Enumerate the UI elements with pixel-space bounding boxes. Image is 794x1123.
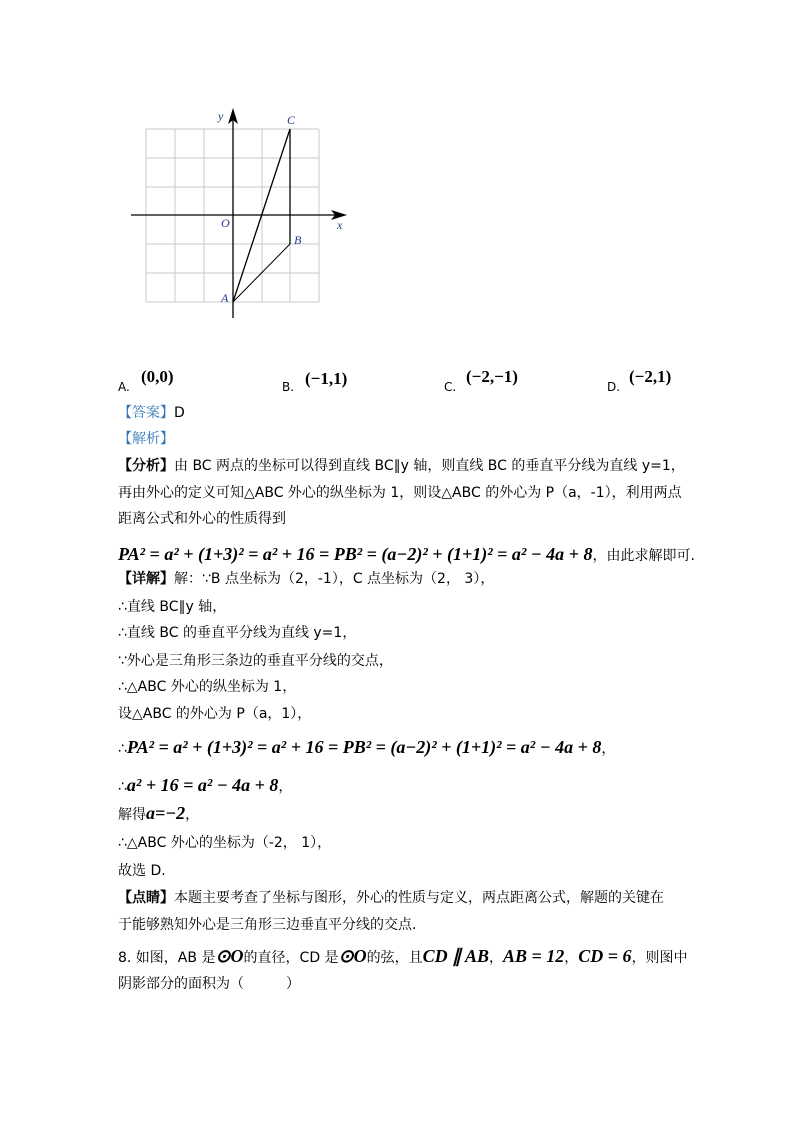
fenxi-tag: 【分析】	[118, 458, 174, 474]
solution: a=−2	[146, 803, 186, 823]
analysis-line-1	[118, 457, 685, 475]
detail-line-3: ∴直线 BC 的垂直平分线为直线 y=1，	[118, 625, 357, 641]
text: 解得	[118, 807, 146, 823]
option-d-letter: D.	[607, 380, 621, 394]
option-a-value: (0,0)	[141, 367, 174, 386]
answer-line	[118, 404, 185, 422]
analysis-tag: 【解析】	[118, 431, 174, 447]
option-d-value: (−2,1)	[629, 367, 672, 386]
text: 本题主要考查了坐标与图形，外心的性质与定义，两点距离公式，解题的关键在	[174, 890, 664, 906]
detail-line-4: ∵外心是三角形三条边的垂直平分线的交点，	[118, 653, 393, 669]
question-8-line-2: 阴影部分的面积为（ ）	[118, 976, 300, 992]
answer-value: D	[174, 405, 185, 421]
text: 解：∵B 点坐标为（2，-1），C 点坐标为（2， 3），	[174, 571, 495, 587]
analysis-line-3: 距离公式和外心的性质得到	[118, 511, 286, 527]
analysis-line-2: 再由外心的定义可知△ABC 外心的纵坐标为 1，则设△ABC 的外心为 P（a，-1），利用两点	[118, 485, 682, 501]
question-8-line-1	[118, 947, 688, 967]
detail-line-5: ∴△ABC 外心的纵坐标为 1，	[118, 679, 297, 695]
detail-line-2: ∴直线 BC∥y 轴，	[118, 599, 227, 615]
text: ，由此求解即可.	[592, 548, 695, 564]
formula-2: PA² = a² + (1+3)² = a² + 16 = PB² = (a−2)² + (1+1)² = a² − 4a + 8	[126, 737, 602, 757]
text: ，则图中	[631, 950, 688, 966]
detail-line-1	[118, 570, 494, 588]
label-b: B	[294, 233, 302, 247]
text: ，	[564, 950, 579, 966]
detail-tag: 【详解】	[118, 571, 174, 587]
option-b-value: (−1,1)	[305, 369, 348, 388]
comment-line-2: 于能够熟知外心是三角形三边垂直平分线的交点.	[118, 917, 417, 933]
formula-1: PA² = a² + (1+3)² = a² + 16 = PB² = (a−2)² + (1+1)² = a² − 4a + 8	[118, 544, 593, 564]
text: 的直径，CD 是	[243, 950, 339, 966]
text: ，	[601, 741, 616, 757]
label-a: A	[221, 291, 229, 305]
text: 的弦，且	[366, 950, 423, 966]
text: ，	[489, 950, 504, 966]
text: ，	[278, 779, 293, 795]
circle-o: ⊙O	[338, 946, 367, 966]
detail-line-8: 故选 D.	[118, 863, 166, 879]
coordinate-figure	[0, 0, 794, 340]
solve-line	[118, 804, 199, 824]
circle-o: ⊙O	[215, 946, 244, 966]
detail-line-7: ∴△ABC 外心的坐标为（-2， 1），	[118, 835, 332, 851]
formula-line-3	[118, 776, 292, 796]
option-b-letter: B.	[282, 380, 295, 394]
text: 由 BC 两点的坐标可以得到直线 BC∥y 轴，则直线 BC 的垂直平分线为直线 y=1，	[174, 458, 685, 474]
label-x: x	[337, 218, 343, 232]
therefore: ∴	[118, 779, 127, 795]
comment-line-1	[118, 889, 664, 907]
formula-line-2	[118, 738, 615, 758]
math: AB = 12	[503, 946, 565, 966]
label-c: C	[287, 113, 296, 127]
formula-3: a² + 16 = a² − 4a + 8	[126, 775, 279, 795]
label-y: y	[218, 109, 224, 123]
math: CD ∥ AB	[422, 946, 490, 966]
option-c-letter: C.	[444, 380, 457, 394]
answer-tag: 【答案】	[118, 405, 174, 421]
text: ，	[185, 807, 200, 823]
option-c-value: (−2,−1)	[466, 367, 518, 386]
label-o: O	[221, 216, 230, 230]
therefore: ∴	[118, 741, 127, 757]
formula-line-1	[118, 545, 695, 565]
detail-line-6: 设△ABC 的外心为 P（a，1），	[118, 706, 312, 722]
option-a-letter: A.	[118, 380, 130, 394]
text: 8. 如图，AB 是	[118, 950, 216, 966]
math: CD = 6	[578, 946, 632, 966]
dianjing-tag: 【点睛】	[118, 890, 174, 906]
